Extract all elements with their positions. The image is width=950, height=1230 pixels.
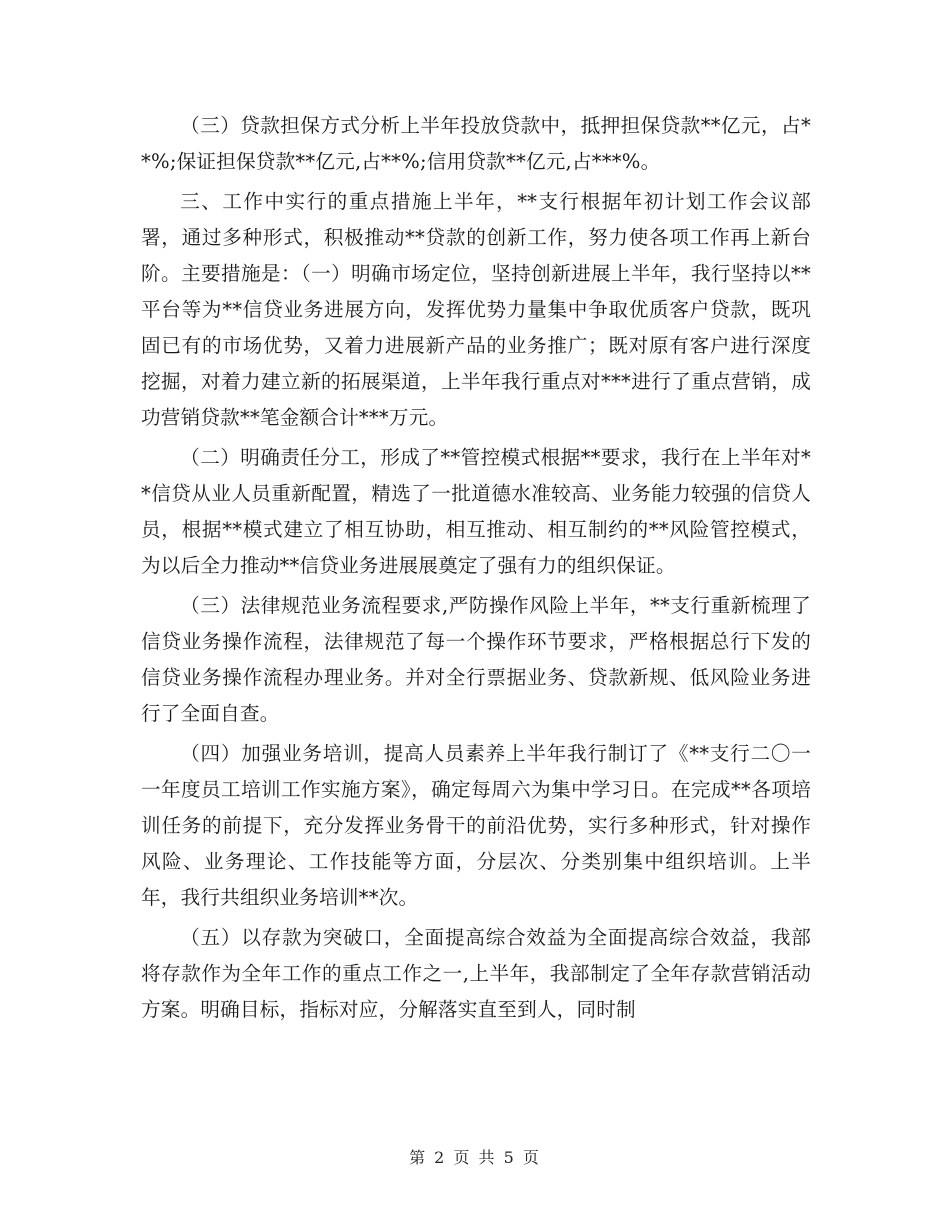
paragraph-deposits: （五）以存款为突破口，全面提高综合效益为全面提高综合效益，我部将存款作为全年工作的重点工作之一,上半年，我部制定了全年存款营销活动方案。明确目标，指标对应，分解落实直至到人，同时制 bbox=[141, 926, 811, 1021]
document-body bbox=[141, 108, 811, 1032]
paragraph-key-measures: 三、工作中实行的重点措施上半年，**支行根据年初计划工作会议部署，通过多种形式，积极推动**贷款的创新工作，努力使各项工作再上新台阶。主要措施是：（一）明确市场定位，坚持创新进展上半年，我行坚持以**平台等为**信贷业务进展方向，发挥优势力量集中争取优质客户贷款，既巩固已有的市场优势，又着力进展新产品的业务推广；既对原有客户进行深度挖掘，对着力建立新的拓展渠道，上半年我行重点对***进行了重点营销，成功营销贷款**笔金额合计***万元。 bbox=[141, 190, 811, 429]
paragraph-responsibility: （二）明确责任分工，形成了**管控模式根据**要求，我行在上半年对**信贷从业人员重新配置，精选了一批道德水准较高、业务能力较强的信贷人员，根据**模式建立了相互协助，相互推动、相互制约的**风险管控模式，为以后全力推动**信贷业务进展展奠定了强有力的组织保证。 bbox=[141, 446, 811, 577]
paragraph-loan-guarantee: （三）贷款担保方式分析上半年投放贷款中，抵押担保贷款**亿元，占**%;保证担保贷款**亿元,占**%;信用贷款**亿元,占***%。 bbox=[141, 114, 811, 173]
paragraph-process: （三）法律规范业务流程要求,严防操作风险上半年，**支行重新梳理了信贷业务操作流程，法律规范了每一个操作环节要求，严格根据总行下发的信贷业务操作流程办理业务。并对全行票据业务、贷款新规、低风险业务进行了全面自查。 bbox=[141, 594, 811, 725]
page-number-footer: 第 2 页 共 5 页 bbox=[409, 1148, 541, 1167]
paragraph-training: （四）加强业务培训，提高人员素养上半年我行制订了《**支行二〇一一年度员工培训工作实施方案》，确定每周六为集中学习日。在完成**各项培训任务的前提下，充分发挥业务骨干的前沿优势，实行多种形式，针对操作风险、业务理论、工作技能等方面，分层次、分类别集中组织培训。上半年，我行共组织业务培训**次。 bbox=[141, 742, 811, 909]
